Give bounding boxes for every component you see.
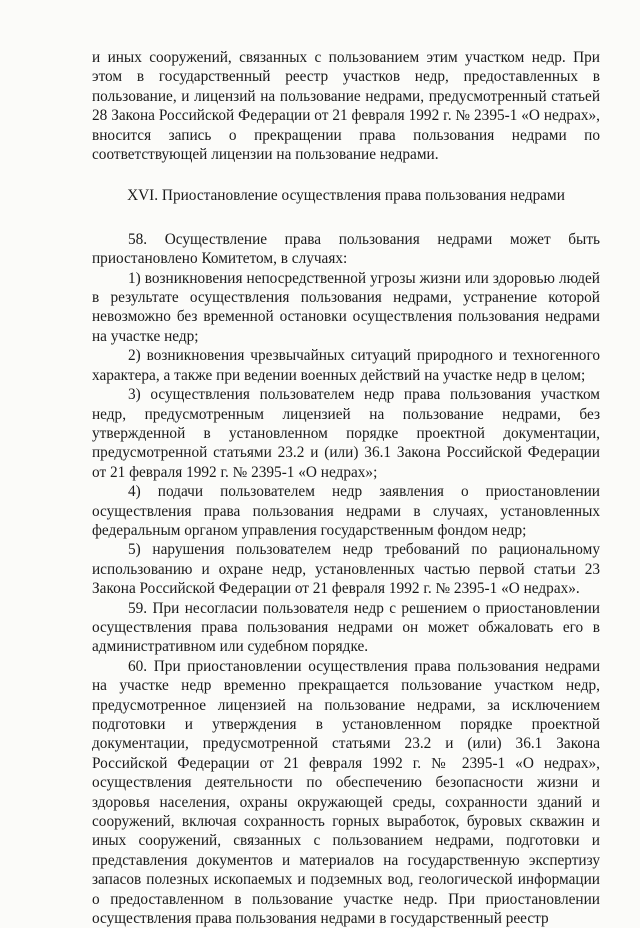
list-item-3: 3) осуществления пользователем недр права пользования участком недр, предусмотренным лицензией на пользование недрами, без утвержденной в установленном порядке проектной документации, предусмотренной статьями 23.2 и (или) 36.1 Закона Российской Федерации от 21 февраля 1992 г. № 2395-1 «О недрах»; [92, 386, 600, 481]
list-item-2: 2) возникновения чрезвычайных ситуаций природного и техногенного характера, а также при ведении военных действий на участке недр в целом; [92, 347, 600, 384]
list-item-4: 4) подачи пользователем недр заявления о приостановлении осуществления права пользования недрами в случаях, установленных федеральным органом управления государственным фондом недр; [92, 483, 600, 539]
section-heading: XVI. Приостановление осуществления права пользования недрами [127, 187, 565, 205]
intro-paragraph: и иных сооружений, связанных с пользованием этим участком недр. При этом в государственный реестр участков недр, предоставленных в пользование, и лицензий на пользование недрами, предусмотренный статьей 28 Закона Российской Федерации от 21 февраля 1992 г. № 2395-1 «О недрах», вносится запись о прекращении права пользования недрами по соответствующей лицензии на пользование недрами. [92, 49, 600, 164]
list-item-1: 1) возникновения непосредственной угрозы жизни или здоровью людей в результате осуществления пользования недрами, устранение которой невозможно без временной остановки осуществления пользования недрами на участке недр; [92, 269, 600, 345]
paragraph-60: 60. При приостановлении осуществления права пользования недрами на участке недр временно прекращается пользование участком недр, предусмотренное лицензией на пользование недрами, за исключением подготовки и утверждения в установленном порядке проектной документации, предусмотренной статьями 23.2 и (или) 36.1 Закона Российской Федерации от 21 февраля 1992 г. № 2395-1 «О недрах», осуществления деятельности по обеспечению безопасности жизни и здоровья населения, охраны окружающей среды, сохранности зданий и сооружений, включая сохранность горных выработок, буровых скважин и иных сооружений, связанных с пользованием недрами, подготовки и представления документов и материалов на государственную экспертизу запасов полезных ископаемых и подземных вод, геологической информации о предоставленном в пользование участке недр. При приостановлении осуществления права пользования недрами в государственный реестр [92, 657, 600, 928]
paragraph-58: 58. Осуществление права пользования недрами может быть приостановлено Комитетом, в случаях: [92, 230, 600, 268]
list-item-5: 5) нарушения пользователем недр требований по рациональному использованию и охране недр, установленных частью первой статьи 23 Закона Российской Федерации от 21 февраля 1992 г. № 2395-1 «О недрах». [92, 541, 600, 598]
document-page [92, 48, 600, 928]
paragraph-59: 59. При несогласии пользователя недр с решением о приостановлении осуществления права пользования недрами он может обжаловать его в административном или судебном порядке. [92, 599, 600, 656]
